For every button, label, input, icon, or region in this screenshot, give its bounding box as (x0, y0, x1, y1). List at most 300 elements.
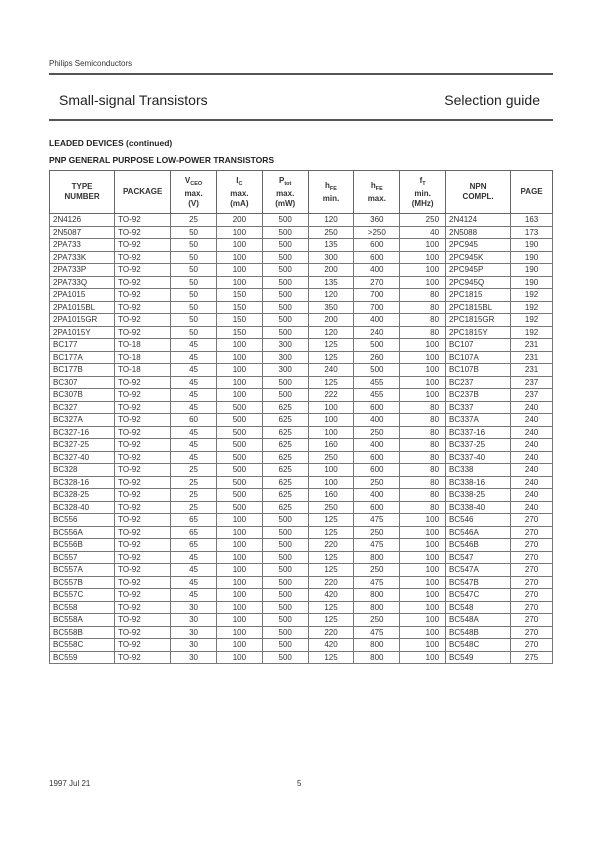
page-ref-cell: 270 (511, 514, 553, 527)
table-row (50, 364, 553, 377)
npn-complement-cell: BC337-25 (446, 439, 511, 452)
hfe-max-cell: 475 (354, 539, 400, 552)
type-number-cell: BC177A (50, 351, 115, 364)
type-number-cell: BC558B (50, 626, 115, 639)
page-ref-cell: 270 (511, 614, 553, 627)
hfe-min-cell: 100 (308, 476, 354, 489)
hfe-min-cell: 160 (308, 489, 354, 502)
hfe-min-cell: 125 (308, 376, 354, 389)
type-number-cell: BC327A (50, 414, 115, 427)
ic-max-cell: 100 (216, 351, 262, 364)
type-number-cell: BC307 (50, 376, 115, 389)
vceo-max-cell: 50 (171, 251, 217, 264)
ptot-max-cell: 500 (262, 214, 308, 227)
ft-min-cell: 80 (400, 326, 446, 339)
hfe-max-cell: 360 (354, 214, 400, 227)
hfe-max-cell: 500 (354, 364, 400, 377)
hfe-max-cell: 400 (354, 264, 400, 277)
ft-min-cell: 100 (400, 264, 446, 277)
hfe-max-cell: 600 (354, 451, 400, 464)
page-ref-cell: 190 (511, 251, 553, 264)
hfe-min-cell: 135 (308, 276, 354, 289)
table-row (50, 539, 553, 552)
ic-max-cell: 100 (216, 364, 262, 377)
hfe-min-cell: 125 (308, 614, 354, 627)
ptot-max-cell: 500 (262, 526, 308, 539)
hfe-max-cell: 475 (354, 576, 400, 589)
ic-max-cell: 100 (216, 614, 262, 627)
ic-max-cell: 500 (216, 489, 262, 502)
page-ref-cell: 240 (511, 414, 553, 427)
ptot-max-cell: 625 (262, 426, 308, 439)
ic-max-cell: 100 (216, 264, 262, 277)
ic-max-cell: 100 (216, 589, 262, 602)
ft-min-cell: 100 (400, 639, 446, 652)
hfe-max-cell: 250 (354, 526, 400, 539)
npn-complement-cell: BC548A (446, 614, 511, 627)
ft-min-cell: 80 (400, 476, 446, 489)
type-number-cell: BC558C (50, 639, 115, 652)
type-number-cell: BC328-25 (50, 489, 115, 502)
hfe-min-cell: 350 (308, 301, 354, 314)
ic-max-cell: 100 (216, 539, 262, 552)
hfe-min-cell: 250 (308, 451, 354, 464)
hfe-max-cell: 800 (354, 651, 400, 664)
hfe-max-cell: >250 (354, 226, 400, 239)
npn-complement-cell: 2PC1815 (446, 289, 511, 302)
vceo-max-cell: 45 (171, 339, 217, 352)
ptot-max-cell: 500 (262, 651, 308, 664)
hfe-min-cell: 100 (308, 464, 354, 477)
vceo-max-cell: 45 (171, 376, 217, 389)
vceo-max-cell: 30 (171, 639, 217, 652)
ft-min-cell: 100 (400, 626, 446, 639)
hfe-min-cell: 120 (308, 214, 354, 227)
hfe-min-cell: 200 (308, 314, 354, 327)
table-header-row (50, 171, 553, 214)
column-header (354, 171, 400, 214)
npn-complement-cell: BC237B (446, 389, 511, 402)
ptot-max-cell: 500 (262, 301, 308, 314)
ic-max-cell: 150 (216, 326, 262, 339)
ft-min-cell: 80 (400, 414, 446, 427)
package-cell: TO-92 (115, 426, 171, 439)
vceo-max-cell: 45 (171, 351, 217, 364)
package-cell: TO-92 (115, 414, 171, 427)
ic-max-cell: 100 (216, 226, 262, 239)
table-row (50, 226, 553, 239)
page-ref-cell: 275 (511, 651, 553, 664)
ptot-max-cell: 300 (262, 339, 308, 352)
package-cell: TO-92 (115, 314, 171, 327)
ft-min-cell: 40 (400, 226, 446, 239)
ic-max-cell: 100 (216, 564, 262, 577)
table-row (50, 614, 553, 627)
ft-min-cell: 100 (400, 614, 446, 627)
table-row (50, 476, 553, 489)
ic-max-cell: 500 (216, 451, 262, 464)
column-header-subscript: C (238, 180, 243, 187)
npn-complement-cell: BC548 (446, 601, 511, 614)
table-row (50, 651, 553, 664)
package-cell: TO-92 (115, 564, 171, 577)
package-cell: TO-92 (115, 601, 171, 614)
package-cell: TO-92 (115, 614, 171, 627)
type-number-cell: 2PA733Q (50, 276, 115, 289)
ptot-max-cell: 500 (262, 551, 308, 564)
section-subheading: PNP GENERAL PURPOSE LOW-POWER TRANSISTORS (49, 155, 275, 165)
ic-max-cell: 150 (216, 301, 262, 314)
hfe-min-cell: 125 (308, 351, 354, 364)
vceo-max-cell: 50 (171, 326, 217, 339)
type-number-cell: 2N4126 (50, 214, 115, 227)
page-ref-cell: 270 (511, 539, 553, 552)
hfe-min-cell: 120 (308, 326, 354, 339)
page-ref-cell: 240 (511, 439, 553, 452)
npn-complement-cell: BC338-40 (446, 501, 511, 514)
page-ref-cell: 192 (511, 301, 553, 314)
ft-min-cell: 100 (400, 351, 446, 364)
ft-min-cell: 100 (400, 364, 446, 377)
table-row (50, 326, 553, 339)
hfe-max-cell: 600 (354, 401, 400, 414)
npn-complement-cell: 2N5088 (446, 226, 511, 239)
hfe-max-cell: 250 (354, 564, 400, 577)
vceo-max-cell: 25 (171, 501, 217, 514)
type-number-cell: BC307B (50, 389, 115, 402)
hfe-max-cell: 800 (354, 639, 400, 652)
table-row (50, 551, 553, 564)
ft-min-cell: 80 (400, 501, 446, 514)
page-ref-cell: 190 (511, 276, 553, 289)
vceo-max-cell: 50 (171, 314, 217, 327)
vceo-max-cell: 45 (171, 564, 217, 577)
table-row (50, 389, 553, 402)
ptot-max-cell: 500 (262, 239, 308, 252)
vceo-max-cell: 50 (171, 264, 217, 277)
hfe-min-cell: 420 (308, 589, 354, 602)
type-number-cell: 2PA733K (50, 251, 115, 264)
package-cell: TO-92 (115, 226, 171, 239)
type-number-cell: 2PA1015BL (50, 301, 115, 314)
hfe-min-cell: 160 (308, 439, 354, 452)
type-number-cell: BC327 (50, 401, 115, 414)
vceo-max-cell: 45 (171, 451, 217, 464)
ic-max-cell: 200 (216, 214, 262, 227)
ic-max-cell: 500 (216, 426, 262, 439)
package-cell: TO-92 (115, 639, 171, 652)
ic-max-cell: 100 (216, 651, 262, 664)
npn-complement-cell: BC548B (446, 626, 511, 639)
type-number-cell: BC558 (50, 601, 115, 614)
vceo-max-cell: 50 (171, 301, 217, 314)
hfe-min-cell: 220 (308, 626, 354, 639)
ic-max-cell: 100 (216, 526, 262, 539)
ic-max-cell: 100 (216, 376, 262, 389)
hfe-max-cell: 600 (354, 501, 400, 514)
vceo-max-cell: 45 (171, 589, 217, 602)
hfe-min-cell: 222 (308, 389, 354, 402)
vceo-max-cell: 30 (171, 651, 217, 664)
ft-min-cell: 80 (400, 301, 446, 314)
transistor-table (49, 170, 553, 664)
footer-date: 1997 Jul 21 (49, 779, 91, 788)
table-row (50, 414, 553, 427)
column-header-main: PAGE (520, 187, 543, 196)
package-cell: TO-92 (115, 251, 171, 264)
package-cell: TO-92 (115, 439, 171, 452)
document-section-title: Selection guide (444, 92, 540, 108)
package-cell: TO-92 (115, 526, 171, 539)
ic-max-cell: 500 (216, 464, 262, 477)
column-header-line: (MHz) (411, 198, 434, 208)
ft-min-cell: 100 (400, 389, 446, 402)
ptot-max-cell: 500 (262, 376, 308, 389)
table-row (50, 576, 553, 589)
hfe-max-cell: 240 (354, 326, 400, 339)
table-row (50, 264, 553, 277)
page-ref-cell: 240 (511, 426, 553, 439)
package-cell: TO-92 (115, 214, 171, 227)
type-number-cell: BC327-16 (50, 426, 115, 439)
ptot-max-cell: 500 (262, 614, 308, 627)
hfe-max-cell: 475 (354, 626, 400, 639)
ft-min-cell: 100 (400, 376, 446, 389)
hfe-min-cell: 125 (308, 526, 354, 539)
header-rule (49, 73, 553, 75)
ft-min-cell: 100 (400, 514, 446, 527)
column-header-line: (mA) (230, 198, 249, 208)
type-number-cell: BC328-16 (50, 476, 115, 489)
ft-min-cell: 100 (400, 276, 446, 289)
package-cell: TO-92 (115, 576, 171, 589)
vceo-max-cell: 50 (171, 239, 217, 252)
column-header-subscript: CEO (190, 180, 203, 187)
ft-min-cell: 100 (400, 551, 446, 564)
npn-complement-cell: 2PC1815Y (446, 326, 511, 339)
ptot-max-cell: 500 (262, 639, 308, 652)
column-header-line: COMPL. (462, 192, 494, 201)
hfe-max-cell: 800 (354, 551, 400, 564)
package-cell: TO-92 (115, 514, 171, 527)
ic-max-cell: 100 (216, 339, 262, 352)
npn-complement-cell: BC107A (446, 351, 511, 364)
npn-complement-cell: 2N4124 (446, 214, 511, 227)
vceo-max-cell: 45 (171, 401, 217, 414)
type-number-cell: BC557A (50, 564, 115, 577)
ft-min-cell: 100 (400, 651, 446, 664)
vceo-max-cell: 25 (171, 489, 217, 502)
ft-min-cell: 80 (400, 451, 446, 464)
package-cell: TO-92 (115, 539, 171, 552)
ptot-max-cell: 625 (262, 464, 308, 477)
npn-complement-cell: 2PC1815BL (446, 301, 511, 314)
ptot-max-cell: 500 (262, 289, 308, 302)
npn-complement-cell: BC546B (446, 539, 511, 552)
type-number-cell: BC327-40 (50, 451, 115, 464)
footer-page-number: 5 (297, 779, 302, 788)
npn-complement-cell: BC549 (446, 651, 511, 664)
ptot-max-cell: 500 (262, 539, 308, 552)
ic-max-cell: 100 (216, 576, 262, 589)
vceo-max-cell: 45 (171, 551, 217, 564)
hfe-min-cell: 125 (308, 551, 354, 564)
page-ref-cell: 240 (511, 476, 553, 489)
hfe-max-cell: 270 (354, 276, 400, 289)
package-cell: TO-92 (115, 289, 171, 302)
page-ref-cell: 237 (511, 389, 553, 402)
hfe-max-cell: 250 (354, 476, 400, 489)
ptot-max-cell: 625 (262, 401, 308, 414)
vceo-max-cell: 45 (171, 576, 217, 589)
type-number-cell: BC556A (50, 526, 115, 539)
npn-complement-cell: BC546A (446, 526, 511, 539)
ft-min-cell: 80 (400, 314, 446, 327)
ptot-max-cell: 500 (262, 251, 308, 264)
table-row (50, 489, 553, 502)
npn-complement-cell: BC237 (446, 376, 511, 389)
ft-min-cell: 80 (400, 401, 446, 414)
npn-complement-cell: BC547 (446, 551, 511, 564)
package-cell: TO-92 (115, 501, 171, 514)
column-header (216, 171, 262, 214)
table-row (50, 214, 553, 227)
page-ref-cell: 270 (511, 526, 553, 539)
ft-min-cell: 80 (400, 439, 446, 452)
page-ref-cell: 240 (511, 489, 553, 502)
hfe-max-cell: 250 (354, 426, 400, 439)
vceo-max-cell: 30 (171, 626, 217, 639)
column-header-line: (V) (188, 198, 199, 208)
ft-min-cell: 80 (400, 289, 446, 302)
table-row (50, 251, 553, 264)
column-header-line: max. (276, 188, 295, 198)
column-header-subscript: tot (284, 180, 292, 187)
type-number-cell: BC328 (50, 464, 115, 477)
npn-complement-cell: BC546 (446, 514, 511, 527)
type-number-cell: BC327-25 (50, 439, 115, 452)
hfe-max-cell: 250 (354, 614, 400, 627)
ptot-max-cell: 500 (262, 601, 308, 614)
column-header-main: PACKAGE (122, 187, 163, 196)
vceo-max-cell: 50 (171, 276, 217, 289)
type-number-cell: BC557B (50, 576, 115, 589)
hfe-max-cell: 600 (354, 464, 400, 477)
package-cell: TO-92 (115, 464, 171, 477)
type-number-cell: BC328-40 (50, 501, 115, 514)
ptot-max-cell: 625 (262, 451, 308, 464)
hfe-min-cell: 220 (308, 576, 354, 589)
page-ref-cell: 240 (511, 451, 553, 464)
ic-max-cell: 500 (216, 501, 262, 514)
npn-complement-cell: BC337-40 (446, 451, 511, 464)
ic-max-cell: 100 (216, 626, 262, 639)
hfe-max-cell: 800 (354, 589, 400, 602)
page-ref-cell: 237 (511, 376, 553, 389)
type-number-cell: 2PA1015 (50, 289, 115, 302)
table-row (50, 451, 553, 464)
npn-complement-cell: BC337A (446, 414, 511, 427)
ft-min-cell: 80 (400, 464, 446, 477)
ic-max-cell: 100 (216, 276, 262, 289)
ic-max-cell: 100 (216, 251, 262, 264)
hfe-max-cell: 400 (354, 414, 400, 427)
vceo-max-cell: 65 (171, 539, 217, 552)
type-number-cell: BC177 (50, 339, 115, 352)
package-cell: TO-92 (115, 476, 171, 489)
package-cell: TO-92 (115, 489, 171, 502)
table-row (50, 626, 553, 639)
package-cell: TO-18 (115, 339, 171, 352)
ft-min-cell: 100 (400, 239, 446, 252)
column-header-main: P (279, 175, 285, 185)
hfe-min-cell: 125 (308, 564, 354, 577)
page-ref-cell: 240 (511, 401, 553, 414)
type-number-cell: 2N5087 (50, 226, 115, 239)
npn-complement-cell: 2PC1815GR (446, 314, 511, 327)
page-ref-cell: 270 (511, 639, 553, 652)
column-header-main: NPN (469, 182, 487, 191)
npn-complement-cell: 2PC945K (446, 251, 511, 264)
ic-max-cell: 100 (216, 639, 262, 652)
column-header-line: max. (230, 188, 249, 198)
column-header (308, 171, 354, 214)
hfe-max-cell: 700 (354, 289, 400, 302)
ic-max-cell: 500 (216, 439, 262, 452)
table-row (50, 339, 553, 352)
ptot-max-cell: 625 (262, 501, 308, 514)
page-ref-cell: 231 (511, 351, 553, 364)
table-row (50, 601, 553, 614)
package-cell: TO-92 (115, 389, 171, 402)
table-row (50, 289, 553, 302)
package-cell: TO-92 (115, 451, 171, 464)
package-cell: TO-92 (115, 239, 171, 252)
hfe-max-cell: 600 (354, 239, 400, 252)
package-cell: TO-92 (115, 301, 171, 314)
npn-complement-cell: BC338 (446, 464, 511, 477)
ft-min-cell: 100 (400, 601, 446, 614)
table-row (50, 314, 553, 327)
column-header-main: h (370, 180, 376, 190)
ft-min-cell: 100 (400, 526, 446, 539)
ft-min-cell: 100 (400, 576, 446, 589)
table-row (50, 464, 553, 477)
page-ref-cell: 270 (511, 551, 553, 564)
hfe-max-cell: 455 (354, 389, 400, 402)
ic-max-cell: 100 (216, 239, 262, 252)
column-header-main: f (419, 175, 423, 185)
page-ref-cell: 240 (511, 501, 553, 514)
type-number-cell: BC559 (50, 651, 115, 664)
ptot-max-cell: 500 (262, 264, 308, 277)
page-ref-cell: 192 (511, 314, 553, 327)
package-cell: TO-92 (115, 589, 171, 602)
type-number-cell: BC557C (50, 589, 115, 602)
package-cell: TO-92 (115, 401, 171, 414)
document-title: Small-signal Transistors (59, 92, 208, 108)
hfe-min-cell: 300 (308, 251, 354, 264)
vceo-max-cell: 45 (171, 389, 217, 402)
hfe-max-cell: 400 (354, 314, 400, 327)
hfe-min-cell: 220 (308, 539, 354, 552)
ptot-max-cell: 500 (262, 626, 308, 639)
hfe-min-cell: 100 (308, 414, 354, 427)
column-header-line: min. (414, 188, 431, 198)
vceo-max-cell: 30 (171, 601, 217, 614)
hfe-max-cell: 455 (354, 376, 400, 389)
ic-max-cell: 500 (216, 414, 262, 427)
